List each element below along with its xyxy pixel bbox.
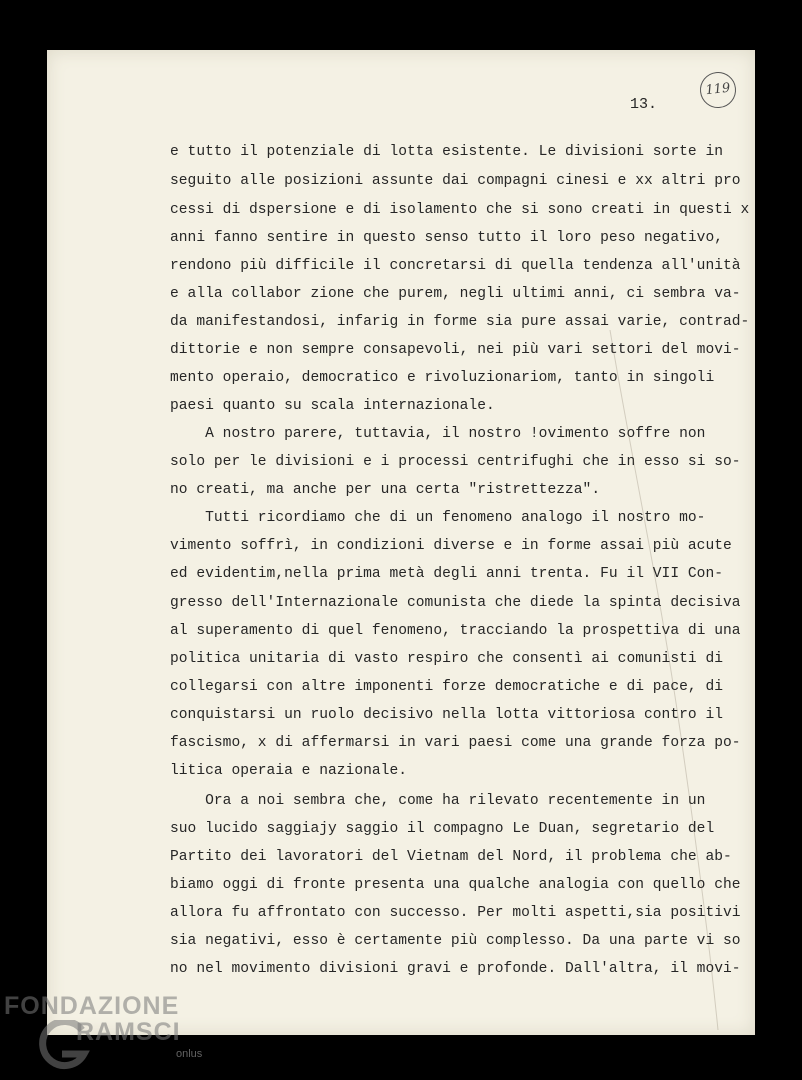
watermark-name: RAMSCI bbox=[76, 1018, 181, 1046]
archive-watermark bbox=[4, 992, 224, 1074]
folio-stamp: 119 bbox=[698, 70, 738, 110]
text-line: gresso dell'Internazionale comunista che diede la spinta decisiva bbox=[170, 595, 741, 611]
text-line: Tutti ricordiamo che di un fenomeno analogo il nostro mo- bbox=[170, 510, 706, 526]
text-line: ed evidentim,nella prima metà degli anni trenta. Fu il VII Con- bbox=[170, 566, 723, 582]
text-line: no creati, ma anche per una certa "ristrettezza". bbox=[170, 482, 601, 498]
text-line: anni fanno sentire in questo senso tutto il loro peso negativo, bbox=[170, 230, 723, 246]
text-line: no nel movimento divisioni gravi e profonde. Dall'altra, il movi- bbox=[170, 961, 741, 977]
text-line: litica operaia e nazionale. bbox=[170, 763, 407, 779]
text-line: dittorie e non sempre consapevoli, nei più vari settori del movi- bbox=[170, 342, 741, 358]
text-line: cessi di dspersione e di isolamento che si sono creati in questi x bbox=[170, 202, 750, 218]
text-line: seguito alle posizioni assunte dai compagni cinesi e xx altri pro bbox=[170, 173, 741, 189]
watermark-title: FONDAZIONE bbox=[4, 992, 180, 1020]
text-line: Ora a noi sembra che, come ha rilevato recentemente in un bbox=[170, 793, 706, 809]
text-line: fascismo, x di affermarsi in vari paesi come una grande forza po- bbox=[170, 735, 741, 751]
text-line: conquistarsi un ruolo decisivo nella lotta vittoriosa contro il bbox=[170, 707, 723, 723]
watermark-subtitle: onlus bbox=[176, 1048, 203, 1060]
text-line: biamo oggi di fronte presenta una qualche analogia con quello che bbox=[170, 877, 741, 893]
text-line: al superamento di quel fenomeno, tracciando la prospettiva di una bbox=[170, 623, 741, 639]
text-line: da manifestandosi, infarig in forme sia pure assai varie, contrad- bbox=[170, 314, 750, 330]
text-line: allora fu affrontato con successo. Per molti aspetti,sia positivi bbox=[170, 905, 741, 921]
text-line: e tutto il potenziale di lotta esistente. Le divisioni sorte in bbox=[170, 144, 723, 160]
text-line: e alla collabor zione che purem, negli ultimi anni, ci sembra va- bbox=[170, 286, 741, 302]
text-line: paesi quanto su scala internazionale. bbox=[170, 398, 495, 414]
text-line: politica unitaria di vasto respiro che consentì ai comunisti di bbox=[170, 651, 723, 667]
text-line: rendono più difficile il concretarsi di quella tendenza all'unità bbox=[170, 258, 741, 274]
text-line: suo lucido saggiajy saggio il compagno Le Duan, segretario del bbox=[170, 821, 715, 837]
text-line: vimento soffrì, in condizioni diverse e in forme assai più acute bbox=[170, 538, 732, 554]
text-line: mento operaio, democratico e rivoluzionariom, tanto in singoli bbox=[170, 370, 715, 386]
text-line: collegarsi con altre imponenti forze democratiche e di pace, di bbox=[170, 679, 723, 695]
text-line: A nostro parere, tuttavia, il nostro !ovimento soffre non bbox=[170, 426, 706, 442]
text-line: solo per le divisioni e i processi centrifughi che in esso si so- bbox=[170, 454, 741, 470]
text-line: Partito dei lavoratori del Vietnam del Nord, il problema che ab- bbox=[170, 849, 732, 865]
page-number: 13. bbox=[630, 96, 658, 113]
text-line: sia negativi, esso è certamente più complesso. Da una parte vi so bbox=[170, 933, 741, 949]
